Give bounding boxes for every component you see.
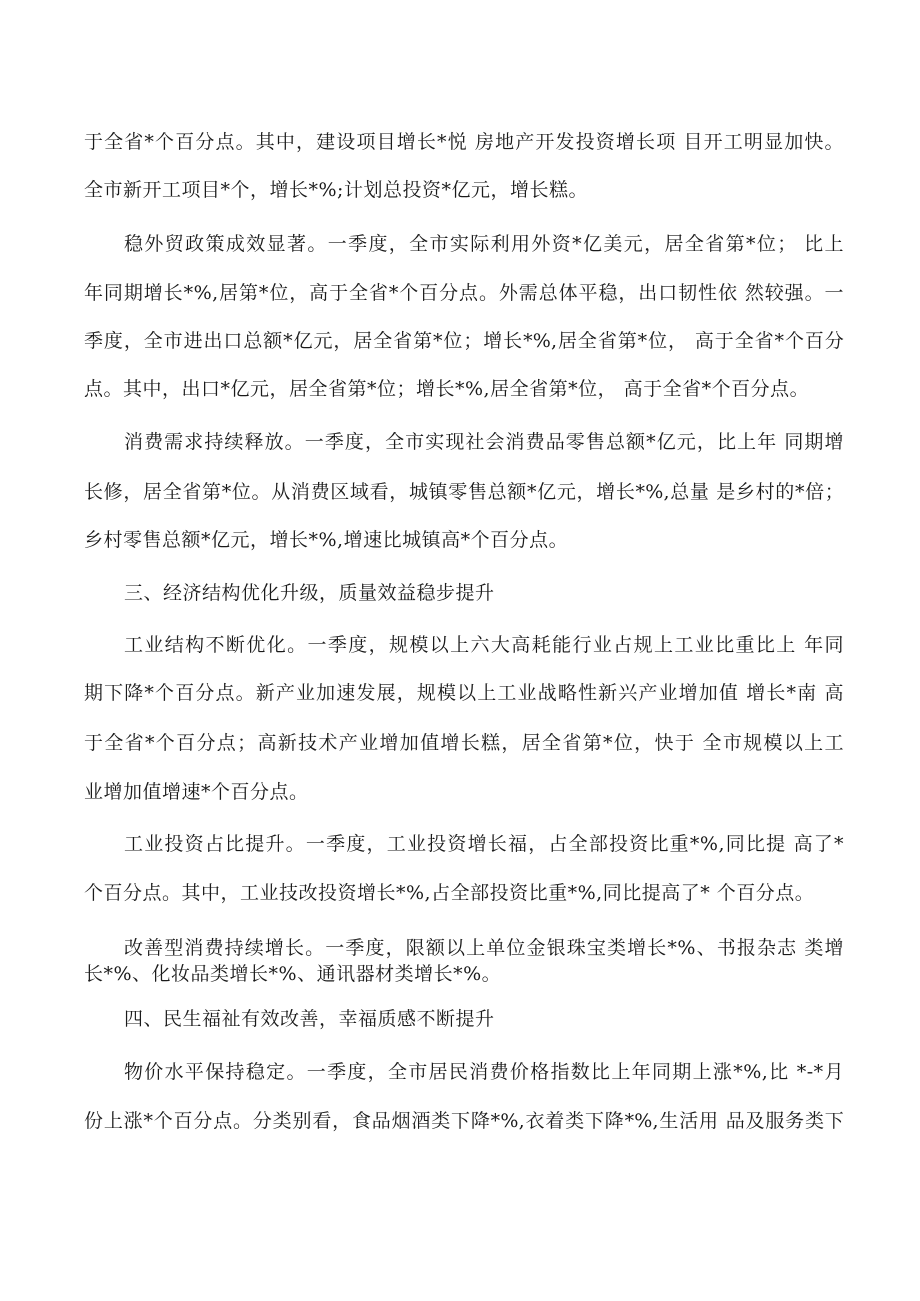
- text-line: 份上涨*个百分点。分类别看，食品烟酒类下降*%,衣着类下降*%,生活用 品及服务类下: [84, 1110, 844, 1132]
- text-line: 业增加值增速*个百分点。: [84, 781, 309, 803]
- paragraph-first-line: 消费需求持续释放。一季度，全市实现社会消费品零售总额*亿元，比上年 同期增: [124, 431, 844, 453]
- text-line: 全市新开工项目*个，增长*%;计划总投资*亿元，增长糕。: [84, 179, 588, 201]
- section-heading: 四、民生福祉有效改善，幸福质感不断提升: [124, 1008, 495, 1030]
- text-line: 于全省*个百分点。其中，建设项目增长*悦 房地产开发投资增长项 目开工明显加快。: [84, 131, 844, 153]
- paragraph-first-line: 稳外贸政策成效显著。一季度，全市实际利用外资*亿美元，居全省第*位； 比上: [124, 233, 844, 255]
- text-line: 期下降*个百分点。新产业加速发展，规模以上工业战略性新兴产业增加值 增长*南 高: [84, 682, 844, 704]
- paragraph-first-line: 工业投资占比提升。一季度，工业投资增长福，占全部投资比重*%,同比提 高了*: [124, 833, 844, 855]
- text-line: 季度，全市进出口总额*亿元，居全省第*位；增长*%,居全省第*位， 高于全省*个百分: [84, 330, 844, 352]
- text-line: 个百分点。其中，工业技改投资增长*%,占全部投资比重*%,同比提高了* 个百分点。: [84, 882, 815, 904]
- paragraph-first-line: 物价水平保持稳定。一季度，全市居民消费价格指数比上年同期上涨*%,比 *-*月: [124, 1061, 844, 1083]
- text-line: 点。其中，出口*亿元，居全省第*位；增长*%,居全省第*位， 高于全省*个百分点。: [84, 378, 810, 400]
- text-line: 长*%、化妆品类增长*%、通讯器材类增长*%。: [84, 963, 502, 985]
- text-line: 年同期增长*%,居第*位，高于全省*个百分点。外需总体平稳，出口韧性依 然较强。一: [84, 282, 844, 304]
- text-line: 长修，居全省第*位。从消费区域看，城镇零售总额*亿元，增长*%,总量 是乡村的*倍；: [84, 481, 844, 503]
- paragraph-first-line: 工业结构不断优化。一季度，规模以上六大高耗能行业占规上工业比重比上 年同: [124, 634, 844, 656]
- section-heading: 三、经济结构优化升级，质量效益稳步提升: [124, 582, 495, 604]
- text-line: 乡村零售总额*亿元，增长*%,增速比城镇高*个百分点。: [84, 529, 569, 551]
- paragraph-first-line: 改善型消费持续增长。一季度，限额以上单位金银珠宝类增长*%、书报杂志 类增: [124, 937, 844, 959]
- text-line: 于全省*个百分点；高新技术产业增加值增长糕，居全省第*位，快于 全市规模以上工: [84, 732, 844, 754]
